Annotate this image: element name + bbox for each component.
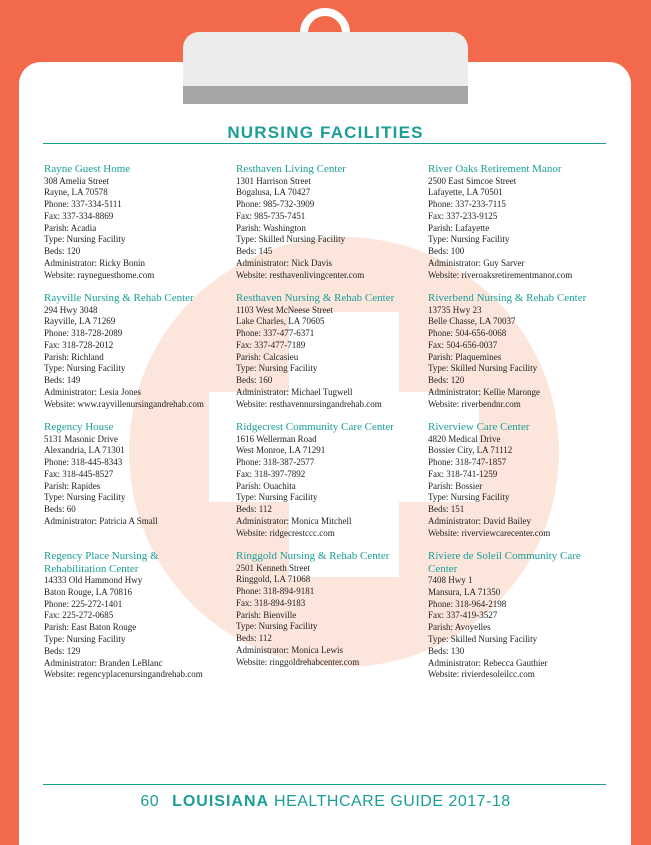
facility-entry (236, 163, 424, 292)
facility-website: Website: rayneguesthome.com (44, 269, 155, 280)
facility-administrator: Administrator: Nick Davis (236, 258, 332, 269)
facility-address: 7408 Hwy 1 (428, 575, 473, 585)
page-footer (0, 793, 651, 811)
facility-fax: Fax: 504-656-0037 (428, 339, 498, 350)
facility-address: 2501 Kenneth Street (236, 562, 310, 573)
facility-parish: Parish: Bossier (428, 480, 483, 491)
facility-parish: Parish: Ouachita (236, 480, 296, 491)
facility-phone: Phone: 318-728-2089 (44, 328, 123, 339)
facility-website: Website: riveroaksretirementmanor.com (428, 269, 573, 280)
facility-name: Regency House (44, 421, 114, 433)
facility-name: Regency Place Nursing & Rehabilitation Center (44, 550, 159, 575)
facility-type: Type: Nursing Facility (44, 492, 126, 503)
facility-type: Type: Skilled Nursing Facility (428, 363, 538, 374)
facility-city: Rayville, LA 71269 (44, 316, 116, 327)
facility-entry (428, 292, 616, 421)
facility-administrator: Administrator: Monica Mitchell (236, 516, 352, 527)
facility-address: 294 Hwy 3048 (44, 304, 98, 315)
facility-address: 1301 Harrison Street (236, 175, 311, 186)
facility-entry (428, 421, 616, 550)
facility-phone: Phone: 337-477-6371 (236, 328, 315, 339)
facility-entry (428, 163, 616, 292)
facility-address: 5131 Masonic Drive (44, 433, 118, 444)
facility-column-2 (236, 163, 424, 679)
facility-parish: Parish: Richland (44, 351, 104, 362)
facility-administrator: Administrator: Patricia A Small (44, 516, 158, 527)
facility-administrator: Administrator: Monica Lewis (236, 645, 343, 656)
facility-administrator: Administrator: Michael Tugwell (236, 387, 353, 398)
facility-fax: Fax: 337-477-7189 (236, 339, 306, 350)
facility-name: Ringgold Nursing & Rehab Center (236, 550, 390, 562)
clipboard-clip-bar (183, 86, 468, 104)
facility-city: Mansura, LA 71350 (428, 586, 501, 597)
facility-city: Alexandria, LA 71301 (44, 445, 125, 456)
facility-city: Baton Rouge, LA 70816 (44, 586, 132, 597)
facility-beds: Beds: 60 (44, 504, 76, 515)
facility-beds: Beds: 120 (428, 375, 465, 386)
facility-beds: Beds: 120 (44, 246, 81, 257)
facility-parish: Parish: Lafayette (428, 222, 490, 233)
facility-website: Website: riverbendnr.com (428, 398, 521, 409)
facility-parish: Parish: Acadia (44, 222, 97, 233)
facility-column-3 (428, 163, 616, 679)
facility-beds: Beds: 145 (236, 246, 273, 257)
facility-administrator: Administrator: Guy Sarver (428, 258, 525, 269)
facility-name: Resthaven Nursing & Rehab Center (236, 292, 395, 304)
facility-parish: Parish: Washington (236, 222, 306, 233)
facility-type: Type: Skilled Nursing Facility (428, 633, 538, 644)
facility-website: Website: riverviewcarecenter.com (428, 527, 551, 538)
facility-type: Type: Nursing Facility (428, 492, 510, 503)
facility-entry (236, 292, 424, 421)
facility-address: 2500 East Simcoe Street (428, 175, 517, 186)
facility-entry (44, 421, 232, 550)
facility-parish: Parish: Avoyelles (428, 622, 491, 633)
facility-name: Rayne Guest Home (44, 163, 131, 175)
facility-parish: Parish: Bienville (236, 609, 297, 620)
facility-parish: Parish: Plaquemines (428, 351, 502, 362)
facility-fax: Fax: 318-397-7892 (236, 468, 306, 479)
facility-type: Type: Nursing Facility (44, 363, 126, 374)
facility-entry (44, 550, 232, 679)
facility-administrator: Administrator: Kellie Maronge (428, 387, 540, 398)
facility-address: 1616 Wellerman Road (236, 433, 317, 444)
facility-type: Type: Skilled Nursing Facility (236, 234, 346, 245)
facility-website: Website: regencyplacenursingandrehab.com (44, 669, 203, 680)
facility-name: Rayville Nursing & Rehab Center (44, 292, 194, 304)
facility-entry (44, 163, 232, 292)
facility-entry (236, 550, 424, 679)
facility-city: Ringgold, LA 71068 (236, 574, 311, 585)
facility-administrator: Administrator: Ricky Bonin (44, 258, 145, 269)
facility-fax: Fax: 337-233-9125 (428, 210, 498, 221)
facility-city: West Monroe, LA 71291 (236, 445, 326, 456)
facility-phone: Phone: 318-445-8343 (44, 457, 123, 468)
facility-name: Riverview Care Center (428, 421, 530, 433)
facility-type: Type: Nursing Facility (236, 363, 318, 374)
facility-beds: Beds: 100 (428, 246, 465, 257)
facility-city: Lafayette, LA 70501 (428, 187, 503, 198)
facility-beds: Beds: 112 (236, 504, 272, 515)
facility-parish: Parish: East Baton Rouge (44, 622, 137, 633)
facility-phone: Phone: 318-964-2198 (428, 598, 507, 609)
facility-city: Bossier City, LA 71112 (428, 445, 513, 456)
facility-city: Rayne, LA 70578 (44, 187, 108, 198)
facility-name: River Oaks Retirement Manor (428, 163, 562, 175)
facility-phone: Phone: 337-233-7115 (428, 199, 506, 210)
facility-website: Website: resthavenlivingcenter.com (236, 269, 365, 280)
facility-city: Bogalusa, LA 70427 (236, 187, 311, 198)
facility-beds: Beds: 149 (44, 375, 81, 386)
facility-phone: Phone: 318-747-1857 (428, 457, 507, 468)
facility-phone: Phone: 504-656-0068 (428, 328, 507, 339)
facility-beds: Beds: 160 (236, 375, 273, 386)
facility-fax: Fax: 318-445-8527 (44, 468, 114, 479)
facility-address: 308 Amelia Street (44, 175, 109, 186)
facility-name: Resthaven Living Center (236, 163, 346, 175)
facility-beds: Beds: 130 (428, 645, 465, 656)
facility-name: Ridgecrest Community Care Center (236, 421, 394, 433)
facility-beds: Beds: 129 (44, 645, 81, 656)
facility-type: Type: Nursing Facility (428, 234, 510, 245)
facility-beds: Beds: 112 (236, 633, 272, 644)
facility-address: 4820 Medical Drive (428, 433, 501, 444)
facility-type: Type: Nursing Facility (236, 621, 318, 632)
facility-administrator: Administrator: Lesia Jones (44, 387, 141, 398)
facility-fax: Fax: 225-272-0685 (44, 610, 114, 621)
facility-fax: Fax: 318-741-1259 (428, 468, 498, 479)
facility-phone: Phone: 225-272-1401 (44, 598, 123, 609)
facility-city: Lake Charles, LA 70605 (236, 316, 325, 327)
facility-entry (44, 292, 232, 421)
clipboard-clip-icon (183, 32, 468, 104)
facility-fax: Fax: 318-728-2012 (44, 339, 114, 350)
facility-phone: Phone: 318-894-9181 (236, 586, 315, 597)
facility-column-1 (44, 163, 232, 679)
facility-address: 1103 West McNeese Street (236, 304, 334, 315)
facility-administrator: Administrator: David Bailey (428, 516, 531, 527)
facility-website: Website: www.rayvillenursingandrehab.com (44, 398, 204, 409)
facility-entry (428, 550, 616, 679)
facility-phone: Phone: 318-387-2577 (236, 457, 315, 468)
facility-name: Riverbend Nursing & Rehab Center (428, 292, 587, 304)
facility-type: Type: Nursing Facility (44, 633, 126, 644)
facility-address: 14333 Old Hammond Hwy (44, 575, 143, 585)
facility-website: Website: rivierdesoleilcc.com (428, 669, 535, 680)
facility-phone: Phone: 337-334-5111 (44, 199, 122, 210)
page-title: NURSING FACILITIES (227, 123, 424, 142)
page-number: 60 (140, 793, 160, 810)
facility-website: Website: resthavennursingandrehab.com (236, 398, 382, 409)
facility-type: Type: Nursing Facility (236, 492, 318, 503)
facility-administrator: Administrator: Rebecca Gauthier (428, 657, 548, 668)
facility-fax: Fax: 337-419-3527 (428, 610, 498, 621)
facility-entry (236, 421, 424, 550)
facility-administrator: Administrator: Branden LeBlanc (44, 657, 163, 668)
facility-parish: Parish: Rapides (44, 480, 101, 491)
facility-beds: Beds: 151 (428, 504, 465, 515)
footer-brand: LOUISIANA (172, 793, 270, 810)
facility-website: Website: ridgecrestccc.com (236, 527, 335, 538)
facility-address: 13735 Hwy 23 (428, 304, 482, 315)
footer-publication: HEALTHCARE GUIDE 2017-18 (274, 793, 511, 810)
facility-type: Type: Nursing Facility (44, 234, 126, 245)
footer-divider (43, 784, 606, 785)
facility-city: Belle Chasse, LA 70037 (428, 316, 516, 327)
facility-fax: Fax: 985-735-7451 (236, 210, 306, 221)
facility-name: Riviere de Soleil Community Care Center (428, 550, 581, 575)
facility-parish: Parish: Calcasieu (236, 351, 299, 362)
facility-fax: Fax: 318-894-9183 (236, 597, 306, 608)
facility-phone: Phone: 985-732-3909 (236, 199, 315, 210)
facility-website: Website: ringgoldrehabcenter.com (236, 656, 360, 667)
title-divider (43, 143, 606, 144)
facility-fax: Fax: 337-334-8869 (44, 210, 114, 221)
